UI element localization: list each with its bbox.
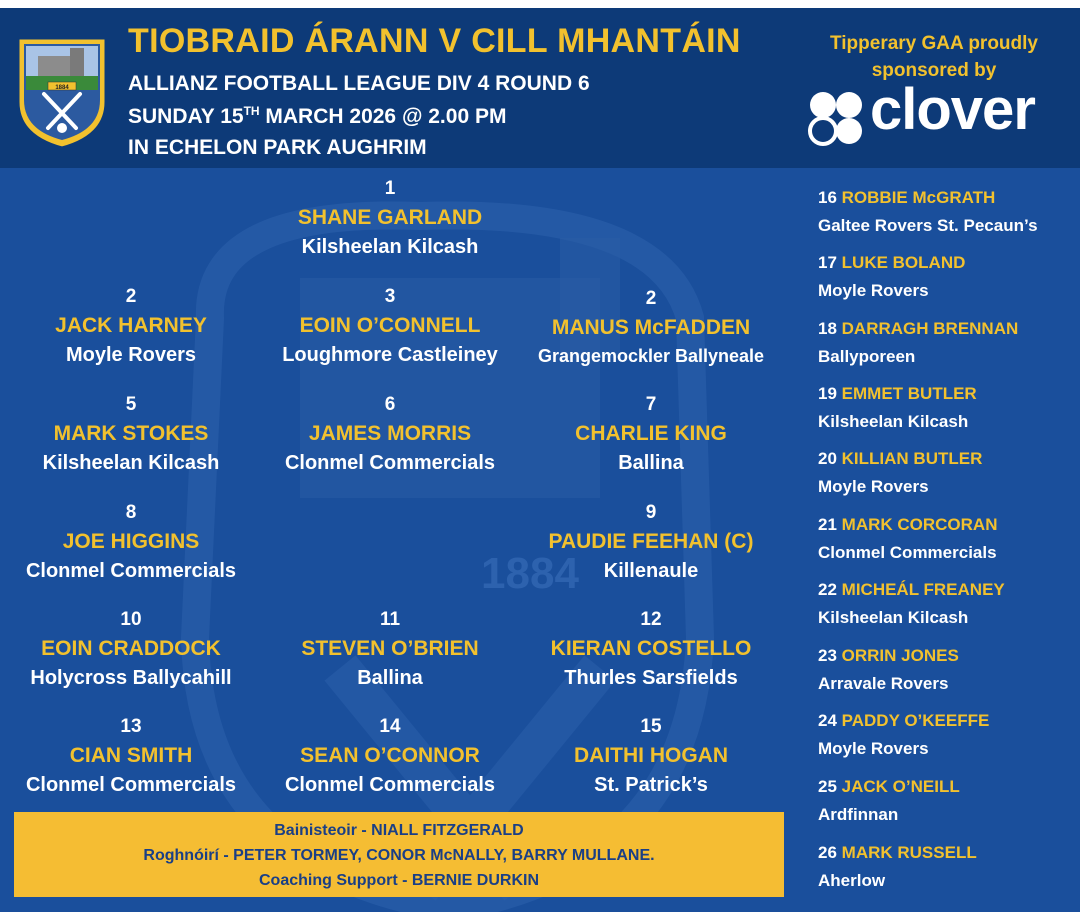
player-name: JACK HARNEY bbox=[55, 314, 207, 337]
sub-name: EMMET BUTLER bbox=[841, 384, 977, 403]
selectors-line: Roghnóirí - PETER TORMEY, CONOR McNALLY, BARRY MULLANE. bbox=[143, 847, 655, 864]
player-9 bbox=[521, 502, 781, 583]
sub-number: 16 bbox=[818, 188, 837, 207]
page-title: TIOBRAID ÁRANN V CILL MHANTÁIN bbox=[128, 22, 741, 60]
sub-17 bbox=[818, 253, 1078, 301]
player-14 bbox=[260, 716, 520, 797]
sub-name: LUKE BOLAND bbox=[841, 253, 966, 272]
sub-19 bbox=[818, 384, 1078, 432]
bottom-strip bbox=[0, 912, 1080, 918]
crest-year: 1884 bbox=[55, 85, 69, 91]
venue-line: IN ECHELON PARK AUGHRIM bbox=[128, 136, 427, 159]
player-8 bbox=[1, 502, 261, 583]
player-club: St. Patrick’s bbox=[594, 774, 708, 796]
sub-club: Moyle Rovers bbox=[818, 739, 929, 758]
player-name: MARK STOKES bbox=[53, 422, 209, 445]
sub-club: Kilsheelan Kilcash bbox=[818, 608, 969, 627]
player-number: 10 bbox=[120, 609, 142, 630]
sub-club: Kilsheelan Kilcash bbox=[818, 412, 969, 431]
player-club: Kilsheelan Kilcash bbox=[301, 236, 479, 258]
sub-21 bbox=[818, 515, 1078, 563]
player-club: Ballina bbox=[618, 452, 684, 474]
management-box bbox=[14, 812, 784, 897]
sub-club: Moyle Rovers bbox=[818, 281, 929, 300]
sub-23 bbox=[818, 646, 1078, 694]
sub-25 bbox=[818, 777, 1078, 825]
player-club: Kilsheelan Kilcash bbox=[42, 452, 220, 474]
player-7 bbox=[521, 394, 781, 475]
player-name: JAMES MORRIS bbox=[308, 422, 472, 445]
player-12 bbox=[521, 609, 781, 690]
player-number: 5 bbox=[125, 394, 137, 415]
player-club: Clonmel Commercials bbox=[284, 452, 496, 474]
sub-name: ORRIN JONES bbox=[841, 646, 959, 665]
sub-name: MARK RUSSELL bbox=[841, 843, 977, 862]
tipperary-crest-icon bbox=[14, 32, 110, 150]
player-name: SHANE GARLAND bbox=[297, 206, 483, 229]
player-number: 9 bbox=[645, 502, 657, 523]
sub-number: 22 bbox=[818, 580, 837, 599]
sub-club: Galtee Rovers St. Pecaun’s bbox=[818, 216, 1038, 235]
player-10 bbox=[1, 609, 261, 690]
sub-16 bbox=[818, 188, 1078, 236]
player-club: Killenaule bbox=[603, 560, 699, 582]
sub-number: 25 bbox=[818, 777, 837, 796]
sub-number: 24 bbox=[818, 711, 837, 730]
sub-club: Aherlow bbox=[818, 871, 886, 890]
player-name: SEAN O’CONNOR bbox=[300, 744, 480, 767]
sub-20 bbox=[818, 449, 1078, 497]
sub-26 bbox=[818, 843, 1078, 891]
player-number: 8 bbox=[125, 502, 137, 523]
sub-club: Clonmel Commercials bbox=[818, 543, 997, 562]
competition-line: ALLIANZ FOOTBALL LEAGUE DIV 4 ROUND 6 bbox=[128, 72, 590, 95]
player-number: 2 bbox=[125, 286, 137, 307]
player-name: CHARLIE KING bbox=[575, 422, 727, 445]
date-line: SUNDAY 15TH MARCH 2026 @ 2.00 PM bbox=[128, 104, 507, 128]
sub-name: PADDY O’KEEFFE bbox=[841, 711, 990, 730]
player-4 bbox=[521, 288, 781, 367]
sub-22 bbox=[818, 580, 1078, 628]
sub-name: MARK CORCORAN bbox=[841, 515, 998, 534]
sponsor-brand: clover bbox=[870, 77, 1035, 142]
player-name: CIAN SMITH bbox=[69, 744, 193, 767]
player-11 bbox=[260, 609, 520, 690]
player-15 bbox=[521, 716, 781, 797]
player-2 bbox=[1, 286, 261, 367]
player-name: DAITHI HOGAN bbox=[574, 744, 728, 767]
sub-club: Ardfinnan bbox=[818, 805, 899, 824]
player-13 bbox=[1, 716, 261, 797]
player-club: Moyle Rovers bbox=[65, 344, 197, 366]
player-number: 12 bbox=[640, 609, 662, 630]
player-name: EOIN O’CONNELL bbox=[299, 314, 481, 337]
player-name: STEVEN O’BRIEN bbox=[301, 637, 479, 660]
player-club: Clonmel Commercials bbox=[25, 774, 237, 796]
sub-number: 23 bbox=[818, 646, 837, 665]
player-1 bbox=[260, 178, 520, 259]
sub-name: DARRAGH BRENNAN bbox=[841, 319, 1019, 338]
sub-number: 18 bbox=[818, 319, 837, 338]
player-number: 15 bbox=[640, 716, 662, 737]
coaching-line: Coaching Support - BERNIE DURKIN bbox=[259, 872, 539, 889]
sub-18 bbox=[818, 319, 1078, 367]
sub-name: KILLIAN BUTLER bbox=[841, 449, 983, 468]
manager-line: Bainisteoir - NIALL FITZGERALD bbox=[274, 822, 524, 839]
sub-name: JACK O’NEILL bbox=[841, 777, 960, 796]
player-number: 7 bbox=[645, 394, 657, 415]
player-number: 1 bbox=[384, 178, 396, 199]
player-number: 2 bbox=[645, 288, 657, 309]
player-5 bbox=[1, 394, 261, 475]
player-club: Thurles Sarsfields bbox=[564, 667, 738, 689]
player-number: 3 bbox=[384, 286, 396, 307]
player-3 bbox=[260, 286, 520, 367]
player-number: 13 bbox=[120, 716, 142, 737]
player-club: Grangemockler Ballyneale bbox=[537, 346, 765, 366]
sub-club: Arravale Rovers bbox=[818, 674, 949, 693]
player-number: 11 bbox=[379, 609, 401, 630]
player-club: Holycross Ballycahill bbox=[30, 667, 232, 689]
sub-number: 26 bbox=[818, 843, 837, 862]
player-club: Loughmore Castleiney bbox=[282, 344, 498, 366]
sub-name: MICHEÁL FREANEY bbox=[841, 580, 1005, 599]
sub-24 bbox=[818, 711, 1078, 759]
clover-logo-icon bbox=[806, 88, 866, 148]
player-name: PAUDIE FEEHAN (C) bbox=[548, 530, 754, 553]
sub-name: ROBBIE McGRATH bbox=[841, 188, 996, 207]
sub-club: Moyle Rovers bbox=[818, 477, 929, 496]
player-6 bbox=[260, 394, 520, 475]
player-number: 6 bbox=[384, 394, 396, 415]
watermark-year: 1884 bbox=[481, 549, 579, 598]
sub-number: 19 bbox=[818, 384, 837, 403]
player-club: Clonmel Commercials bbox=[25, 560, 237, 582]
player-name: EOIN CRADDOCK bbox=[41, 637, 221, 660]
player-name: JOE HIGGINS bbox=[62, 530, 200, 553]
player-club: Clonmel Commercials bbox=[284, 774, 496, 796]
player-name: MANUS McFADDEN bbox=[551, 316, 751, 339]
sub-number: 20 bbox=[818, 449, 837, 468]
sub-club: Ballyporeen bbox=[818, 347, 916, 366]
player-name: KIERAN COSTELLO bbox=[550, 637, 752, 660]
header-banner bbox=[0, 8, 1080, 168]
player-number: 14 bbox=[379, 716, 401, 737]
player-club: Ballina bbox=[357, 667, 423, 689]
sub-number: 21 bbox=[818, 515, 837, 534]
sponsor-text: Tipperary GAA proudly sponsored by bbox=[830, 33, 1038, 81]
sub-number: 17 bbox=[818, 253, 837, 272]
top-strip bbox=[0, 0, 1080, 8]
